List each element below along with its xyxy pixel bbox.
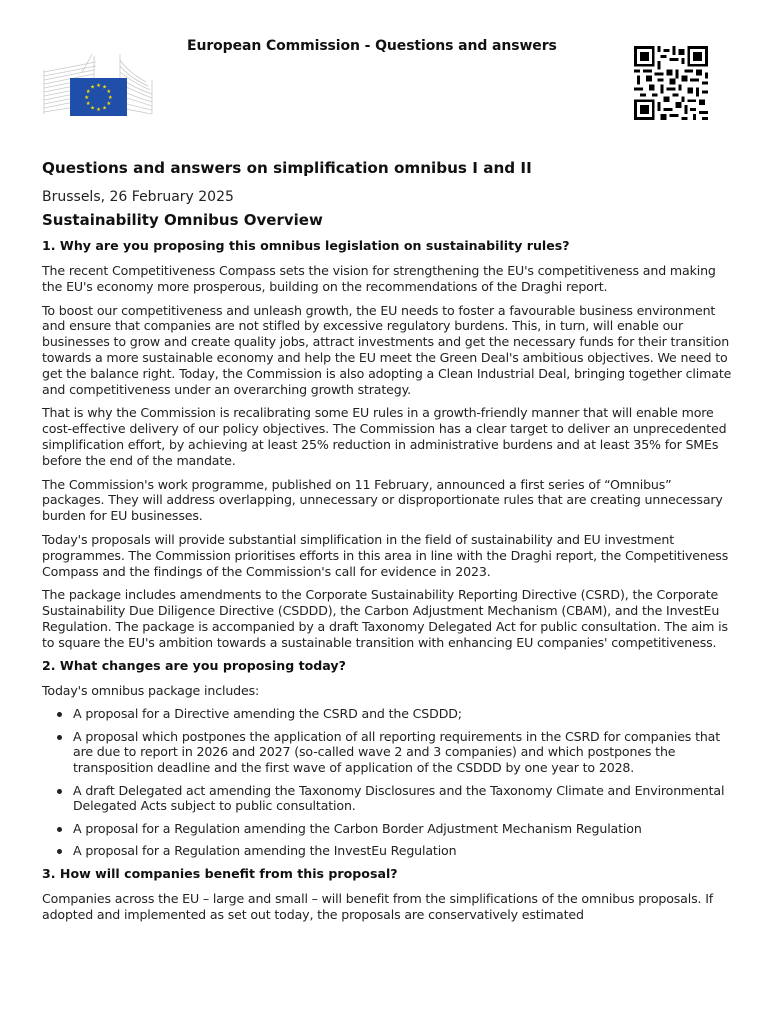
paragraph: The recent Competitiveness Compass sets the vision for strengthening the EU's competitiveness and making the EU's economy more prosperous, building on the recommendations of the Draghi report. (42, 263, 716, 294)
paragraph: Today's proposals will provide substantial simplification in the field of sustainability and EU investment programmes. The Commission prioritises efforts in this area in line with the Draghi report, the Competitiveness Compass and the findings of the Commission's call for evidence in 2023. (42, 531, 729, 579)
paragraph: Companies across the EU – large and small – will benefit from the simplifications of the omnibus proposals. If adopted and implemented as set out today, the proposals are conservatively estimated (42, 891, 714, 922)
svg-text:★: ★ (102, 84, 107, 91)
european-commission-logo-icon (42, 52, 160, 116)
bullet-icon (57, 827, 62, 832)
bullet-icon (57, 735, 62, 740)
qr-code-icon (632, 46, 710, 120)
svg-text:★: ★ (106, 101, 112, 107)
header-title: European Commission - Questions and answers (187, 38, 557, 54)
svg-text:★: ★ (85, 89, 91, 95)
bullet-icon (57, 849, 62, 854)
svg-text:★: ★ (84, 95, 90, 101)
document-body (42, 158, 732, 923)
paragraph: To boost our competitiveness and unleash growth, the EU needs to foster a favourable business environment and ensure that companies are not stifled by excessive regulatory burdens. This, in turn, will enable our businesses to grow and create quality jobs, attract investments and get the necessary funds for their transition towards a more sustainable economy and help the EU meet the Green Deal's ambitious objectives. We need to get the balance right. Today, the Commission is also adopting a Clean Industrial Deal, bringing together climate and competitiveness under an overarching growth strategy. (42, 302, 732, 397)
bullet-icon (57, 789, 62, 794)
paragraph: The package includes amendments to the Corporate Sustainability Reporting Directive (CSRD), the Corporate Sustainability Due Diligence Directive (CSDDD), the Carbon Adjustment Mechanism (CBAM), and the InvestEu Regulation. The package is accompanied by a draft Taxonomy Delegated Act for public consultation. The aim is to square the EU's ambition towards a sustainable transition with enhancing EU companies' competitiveness. (42, 587, 728, 650)
dateline: Brussels, 26 February 2025 (42, 189, 234, 205)
list-intro: Today's omnibus package includes: (42, 682, 260, 698)
svg-text:★: ★ (90, 84, 95, 91)
svg-text:★: ★ (106, 89, 112, 95)
document-title: Questions and answers on simplification omnibus I and II (42, 159, 532, 177)
paragraph: That is why the Commission is recalibrating some EU rules in a growth-friendly manner that will enable more cost-effective delivery of our policy objectives. The Commission has a clear target to deliver an unprecedented simplification effort, by achieving at least 25% reduction in administrative burdens and at least 35% for SMEs before the end of the mandate. (42, 405, 727, 468)
list-item (73, 783, 732, 815)
svg-text:★: ★ (107, 95, 113, 101)
list-item-text: A proposal which postpones the application of all reporting requirements in the CSRD for companies that are due to report in 2026 and 2027 (so-called wave 2 and 3 companies) and which postpones the transposition deadline and the first wave of application of the CSDDD by one year to 2028. (73, 728, 721, 776)
list-item (73, 821, 732, 837)
list-item-text: A draft Delegated act amending the Taxonomy Disclosures and the Taxonomy Climate and Environmental Delegated Acts subject to public consultation. (73, 782, 725, 814)
list-item (73, 706, 732, 722)
svg-text:★: ★ (90, 105, 95, 112)
question-heading-2: 2. What changes are you proposing today? (42, 657, 346, 673)
list-item (73, 843, 732, 859)
question-heading-1: 1. Why are you proposing this omnibus legislation on sustainability rules? (42, 238, 570, 253)
proposal-list (42, 706, 732, 858)
list-item (73, 729, 732, 776)
svg-text:★: ★ (85, 101, 91, 107)
svg-text:★: ★ (96, 83, 101, 89)
list-item-text: A proposal for a Regulation amending the Carbon Border Adjustment Mechanism Regulation (73, 820, 642, 836)
bullet-icon (57, 712, 62, 717)
section-title: Sustainability Omnibus Overview (42, 211, 323, 229)
svg-text:★: ★ (102, 105, 107, 112)
list-item-text: A proposal for a Regulation amending the InvestEu Regulation (73, 842, 457, 858)
svg-text:★: ★ (96, 107, 101, 113)
paragraph: The Commission's work programme, published on 11 February, announced a first series of “Omnibus” packages. They will address overlapping, unnecessary or disproportionate rules that are creating unnecessary burden for EU businesses. (42, 476, 723, 524)
question-heading-3: 3. How will companies benefit from this proposal? (42, 866, 398, 882)
list-item-text: A proposal for a Directive amending the CSRD and the CSDDD; (73, 706, 462, 722)
